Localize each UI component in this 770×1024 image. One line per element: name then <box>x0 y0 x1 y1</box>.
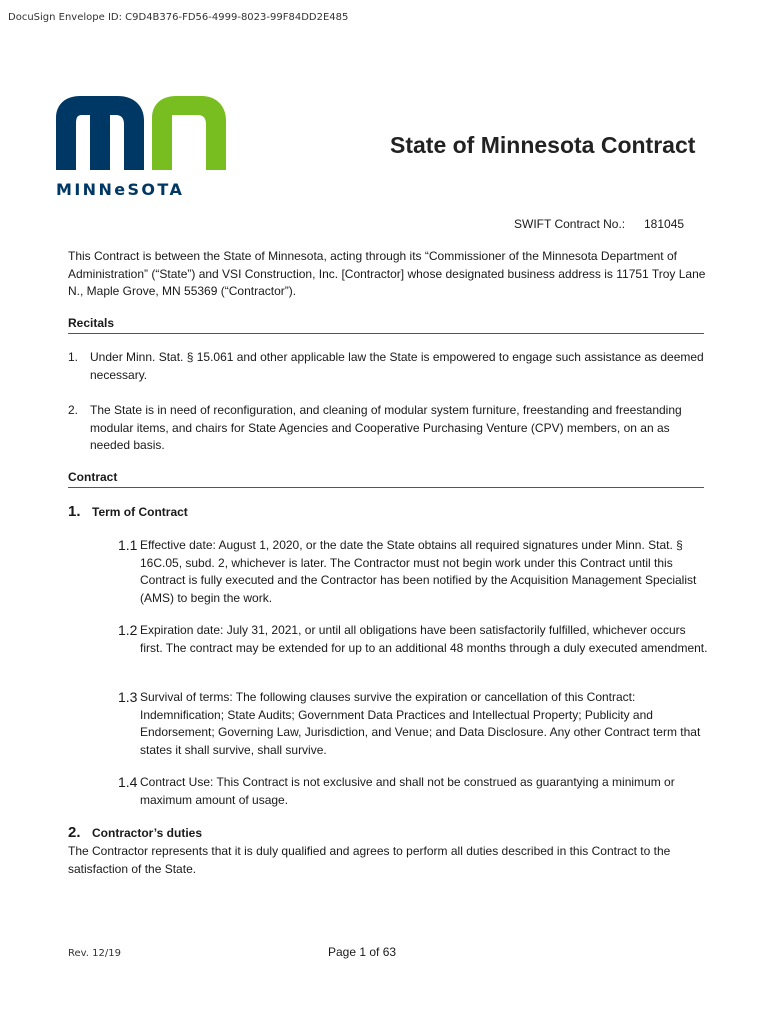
revision-label: Rev. 12/19 <box>68 948 121 959</box>
clause-number: 1.2 <box>118 622 138 638</box>
section-title: Contractor’s duties <box>92 826 203 840</box>
duties-paragraph: The Contractor represents that it is duly qualified and agrees to perform all duties described in this Contract to the satisfaction of the State. <box>68 844 671 876</box>
clause-1-2 <box>118 622 708 657</box>
logo-m-shape <box>56 96 144 170</box>
section-heading-duties <box>68 824 202 841</box>
docusign-envelope-id: DocuSign Envelope ID: C9D4B376-FD56-4999-8023-99F84DD2E485 <box>8 12 349 23</box>
recital-text: Under Minn. Stat. § 15.061 and other applicable law the State is empowered to engage such assistance as deemed necessary. <box>90 350 704 382</box>
intro-paragraph: This Contract is between the State of Minnesota, acting through its “Commissioner of the Minnesota Department of Administration” (“State”) and VSI Construction, Inc. [Contractor] whose designated business address is 11751 Troy Lane N., Maple Grove, MN 55369 (“Contractor”). <box>68 249 706 298</box>
section-number: 1. <box>68 503 81 520</box>
clause-text: Expiration date: July 31, 2021, or until all obligations have been satisfactorily fulfilled, whichever occurs first. The contract may be extended for up to an additional 48 months through a duly executed amendment. <box>140 623 708 655</box>
clause-1-3 <box>118 689 708 759</box>
clause-number: 1.3 <box>118 689 138 705</box>
logo-n-shape <box>152 96 226 170</box>
recital-item <box>68 402 708 455</box>
recital-text: The State is in need of reconfiguration, and cleaning of modular system furniture, freestanding and freestanding modular items, and chairs for State Agencies and Cooperative Purchasing Venture (CPV) members, on an as needed basis. <box>90 403 682 452</box>
section-heading-term <box>68 503 188 520</box>
page-title: State of Minnesota Contract <box>390 132 696 158</box>
clause-number: 1.4 <box>118 774 138 790</box>
section-title: Term of Contract <box>92 505 188 519</box>
clause-text: Survival of terms: The following clauses survive the expiration or cancellation of this Contract: Indemnification; State Audits; Government Data Practices and Intellectual Property; Publicity and Endorsement; Governing Law, Jurisdiction, and Venue; and Data Disclosure. Any other Contract term that states it shall survive, shall survive. <box>140 690 701 757</box>
page-number: Page 1 of 63 <box>328 945 397 959</box>
logo-wordmark: MINNeSOTA <box>56 180 185 199</box>
recital-number: 2. <box>68 403 79 417</box>
clause-text: Effective date: August 1, 2020, or the date the State obtains all required signatures under Minn. Stat. § 16C.05, subd. 2, whichever is later. The Contractor must not begin work under this Contract until this Contract is fully executed and the Contractor has been notified by the Acquisition Management Specialist (AMS) to begin the work. <box>140 538 697 605</box>
swift-contract-label: SWIFT Contract No.: <box>514 217 626 231</box>
clause-number: 1.1 <box>118 537 138 553</box>
clause-1-4 <box>118 774 708 809</box>
recital-number: 1. <box>68 350 79 364</box>
clause-text: Contract Use: This Contract is not exclusive and shall not be construed as guarantying a minimum or maximum amount of usage. <box>140 775 675 807</box>
recitals-heading: Recitals <box>68 316 704 334</box>
section-number: 2. <box>68 824 81 841</box>
clause-1-1 <box>118 537 708 607</box>
recital-item <box>68 349 708 384</box>
swift-contract-number: 181045 <box>644 217 685 231</box>
contract-heading: Contract <box>68 470 704 488</box>
